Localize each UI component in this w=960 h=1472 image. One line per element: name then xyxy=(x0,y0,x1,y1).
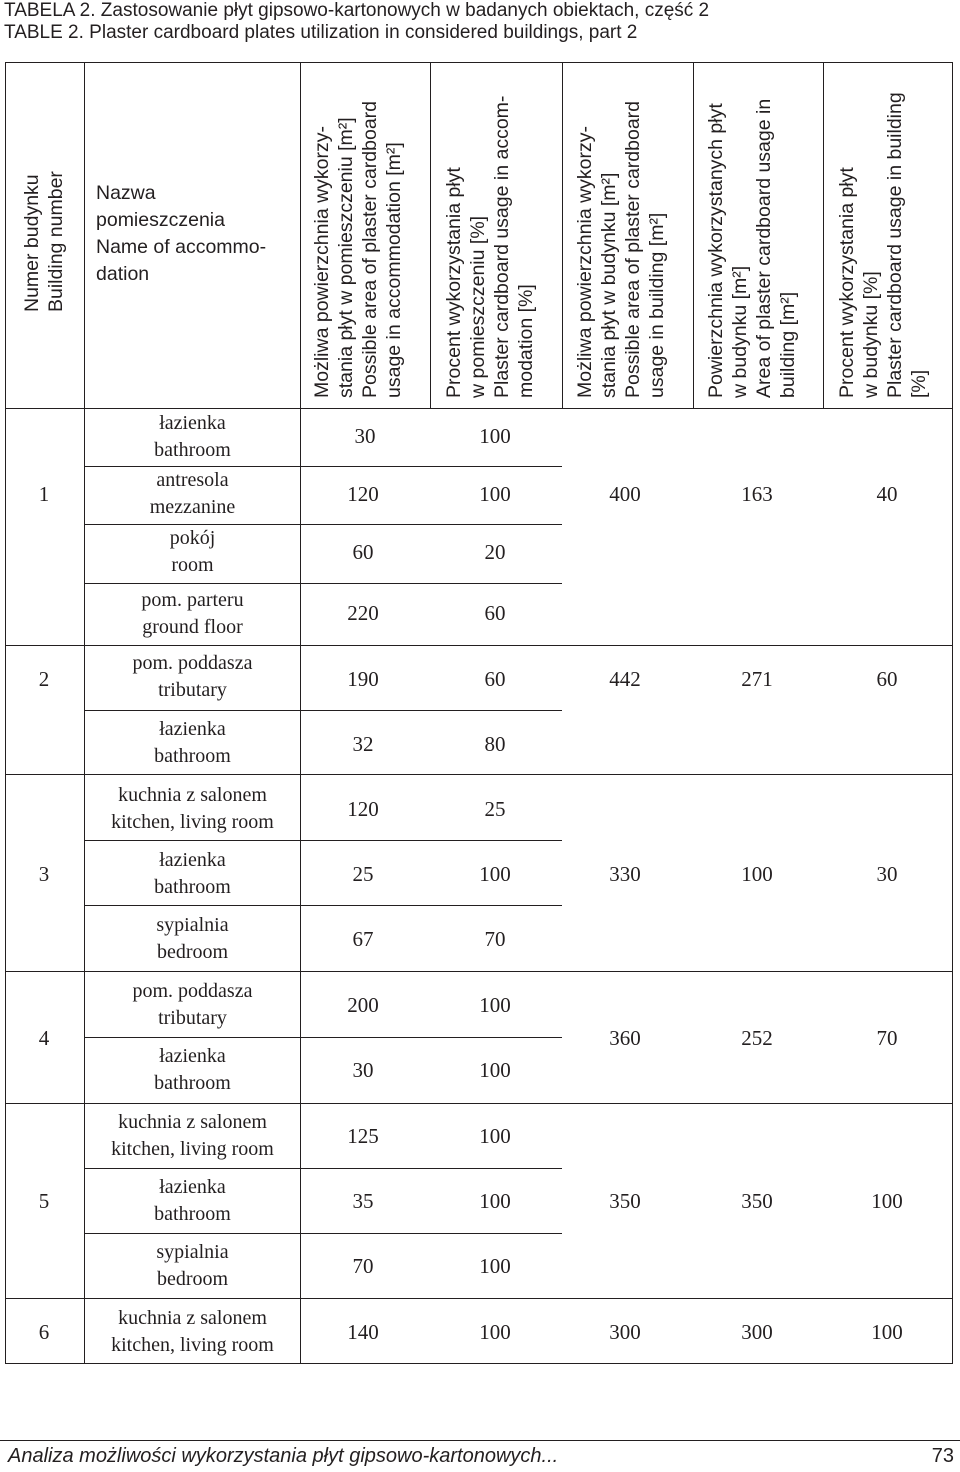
room-possible-area: 220 xyxy=(347,601,379,625)
building-divider xyxy=(5,1103,953,1104)
building-number: 4 xyxy=(38,1026,50,1050)
room-percent: 100 xyxy=(479,1189,511,1213)
room-name: pom. poddasza tributary xyxy=(132,652,253,701)
room-possible-area: 25 xyxy=(352,862,374,886)
row-divider xyxy=(84,840,562,841)
room-name: łazienka bathroom xyxy=(154,1045,231,1094)
building-divider xyxy=(5,645,953,646)
building-percent: 60 xyxy=(876,667,898,691)
header-possible-area-building: Możliwa powierzchnia wykorzy- stania płyt w budynku [m²] Possible area of plaster cardboard usage in building [m²] xyxy=(574,100,668,398)
col-divider xyxy=(562,62,563,408)
building-number: 5 xyxy=(38,1189,50,1213)
room-possible-area: 190 xyxy=(347,667,379,691)
building-percent: 70 xyxy=(876,1026,898,1050)
room-name: pom. parteru ground floor xyxy=(141,589,244,638)
header-accommodation-name: Nazwa pomieszczenia Name of accommo- dation xyxy=(96,182,267,285)
building-possible-area: 442 xyxy=(609,667,641,691)
header-area-building: Powierzchnia wykorzystanych płyt w budynku [m²] Area of plaster cardboard usage in building [m²] xyxy=(705,98,799,398)
room-name: kuchnia z salonem kitchen, living room xyxy=(111,1111,274,1160)
room-name: łazienka bathroom xyxy=(154,412,231,461)
col-divider xyxy=(693,62,694,408)
col-divider xyxy=(430,62,431,408)
room-percent: 80 xyxy=(484,732,506,756)
page-number: 73 xyxy=(931,1445,954,1467)
room-name: łazienka bathroom xyxy=(154,718,231,767)
room-possible-area: 67 xyxy=(352,927,374,951)
building-used-area: 271 xyxy=(741,667,773,691)
row-divider xyxy=(84,1037,562,1038)
room-possible-area: 35 xyxy=(352,1189,374,1213)
row-divider xyxy=(84,1168,562,1169)
building-number: 6 xyxy=(38,1320,50,1344)
room-name: pokój room xyxy=(169,527,216,576)
room-name: kuchnia z salonem kitchen, living room xyxy=(111,1307,274,1356)
building-possible-area: 350 xyxy=(609,1189,641,1213)
caption-polish: TABELA 2. Zastosowanie płyt gipsowo-kartonowych w badanych obiektach, część 2 xyxy=(4,0,710,21)
room-possible-area: 200 xyxy=(347,993,379,1017)
room-name: łazienka bathroom xyxy=(154,849,231,898)
header-divider xyxy=(5,408,953,409)
room-name: antresola mezzanine xyxy=(149,469,236,518)
header-percent-building: Procent wykorzystania płyt w budynku [%] Plaster cardboard usage in building [%] xyxy=(836,92,930,398)
room-percent: 60 xyxy=(484,601,506,625)
table-caption xyxy=(4,0,954,44)
room-possible-area: 125 xyxy=(347,1124,379,1148)
room-percent: 100 xyxy=(479,1058,511,1082)
building-possible-area: 360 xyxy=(609,1026,641,1050)
room-possible-area: 70 xyxy=(352,1254,374,1278)
room-name: łazienka bathroom xyxy=(154,1176,231,1225)
building-percent: 40 xyxy=(876,482,898,506)
building-possible-area: 300 xyxy=(609,1320,641,1344)
building-number: 3 xyxy=(38,862,50,886)
room-percent: 100 xyxy=(479,1254,511,1278)
building-divider xyxy=(5,971,953,972)
row-divider xyxy=(84,710,562,711)
room-percent: 100 xyxy=(479,1320,511,1344)
room-percent: 100 xyxy=(479,993,511,1017)
building-used-area: 100 xyxy=(741,862,773,886)
row-divider xyxy=(84,583,562,584)
building-percent: 100 xyxy=(871,1189,903,1213)
room-name: pom. poddasza tributary xyxy=(132,980,253,1029)
room-percent: 100 xyxy=(479,482,511,506)
row-divider xyxy=(84,905,562,906)
room-percent: 20 xyxy=(484,540,506,564)
building-number: 1 xyxy=(38,482,50,506)
building-used-area: 163 xyxy=(741,482,773,506)
building-number: 2 xyxy=(38,667,50,691)
room-possible-area: 120 xyxy=(347,797,379,821)
running-title: Analiza możliwości wykorzystania płyt gipsowo-kartonowych... xyxy=(8,1445,559,1467)
room-percent: 100 xyxy=(479,862,511,886)
building-used-area: 350 xyxy=(741,1189,773,1213)
caption-english: TABLE 2. Plaster cardboard plates utilization in considered buildings, part 2 xyxy=(4,22,638,43)
room-percent: 70 xyxy=(484,927,506,951)
col-divider xyxy=(823,62,824,408)
room-percent: 100 xyxy=(479,424,511,448)
room-possible-area: 120 xyxy=(347,482,379,506)
header-building-number: Numer budynku Building number xyxy=(21,171,67,312)
header-possible-area-room: Możliwa powierzchnia wykorzy- stania płyt w pomieszczeniu [m²] Possible area of plaster cardboard usage in accommodation [m²] xyxy=(311,100,405,398)
building-possible-area: 400 xyxy=(609,482,641,506)
building-percent: 30 xyxy=(876,862,898,886)
building-percent: 100 xyxy=(871,1320,903,1344)
building-used-area: 252 xyxy=(741,1026,773,1050)
building-possible-area: 330 xyxy=(609,862,641,886)
room-possible-area: 60 xyxy=(352,540,374,564)
building-used-area: 300 xyxy=(741,1320,773,1344)
room-percent: 100 xyxy=(479,1124,511,1148)
row-divider xyxy=(84,1233,562,1234)
room-name: sypialnia bedroom xyxy=(156,914,229,963)
room-name: kuchnia z salonem kitchen, living room xyxy=(111,784,274,833)
room-possible-area: 32 xyxy=(352,732,374,756)
page-footer xyxy=(0,1440,960,1472)
room-percent: 60 xyxy=(484,667,506,691)
room-possible-area: 140 xyxy=(347,1320,379,1344)
building-divider xyxy=(5,774,953,775)
header-percent-room: Procent wykorzystania płyt w pomieszczeniu [%] Plaster cardboard usage in accom- modation [%] xyxy=(443,95,537,398)
room-possible-area: 30 xyxy=(352,1058,374,1082)
room-name: sypialnia bedroom xyxy=(156,1241,229,1290)
room-percent: 25 xyxy=(484,797,506,821)
building-divider xyxy=(5,1298,953,1299)
room-possible-area: 30 xyxy=(354,424,376,448)
